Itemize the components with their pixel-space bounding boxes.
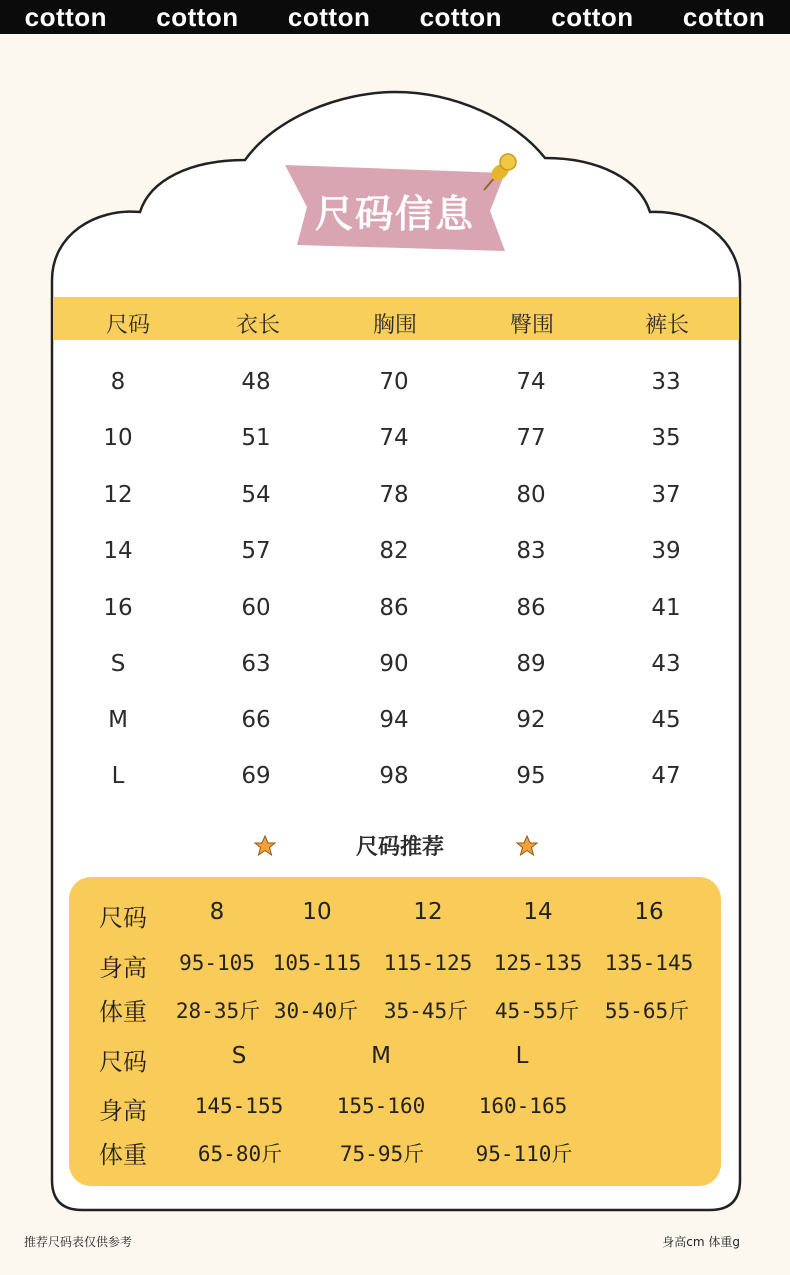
cell-pants-length: 47 [651, 763, 681, 789]
cell-hip: 86 [516, 595, 546, 621]
cell-length: 54 [241, 482, 271, 508]
cell-size: 10 [103, 425, 133, 451]
rec-size: S [231, 1043, 247, 1069]
cell-size: 8 [110, 369, 126, 395]
cell-pants-length: 39 [651, 538, 681, 564]
rec-size: M [371, 1043, 391, 1069]
cell-hip: 77 [516, 425, 546, 451]
cell-pants-length: 41 [651, 595, 681, 621]
cell-hip: 83 [516, 538, 546, 564]
cell-pants-length: 33 [651, 369, 681, 395]
recommendation-title: 尺码推荐 [355, 835, 444, 860]
cell-chest: 78 [379, 482, 409, 508]
cell-size: 16 [103, 595, 133, 621]
cell-pants-length: 37 [651, 482, 681, 508]
cell-size: 12 [103, 482, 133, 508]
rec-height-label: 身高 [99, 954, 147, 982]
rec-weight: 45-55斤 [494, 999, 580, 1023]
cell-pants-length: 45 [651, 707, 681, 733]
cell-length: 60 [241, 595, 271, 621]
star-icon [254, 835, 276, 857]
cell-hip: 92 [516, 707, 546, 733]
rec-size: 14 [523, 899, 553, 925]
rec-height-label: 身高 [99, 1097, 147, 1125]
cell-chest: 86 [379, 595, 409, 621]
cell-length: 69 [241, 763, 271, 789]
header-hip: 臀围 [509, 313, 554, 338]
cell-hip: 74 [516, 369, 546, 395]
cell-size: L [111, 763, 125, 789]
cell-size: 14 [103, 538, 133, 564]
rec-height: 95-105 [179, 951, 255, 975]
pushpin-icon [476, 150, 522, 196]
footnote-units: 身高cm 体重g [662, 1235, 740, 1249]
banner-word: cotton [419, 1, 502, 32]
rec-weight: 75-95斤 [339, 1142, 425, 1166]
rec-size: 12 [413, 899, 443, 925]
cell-length: 66 [241, 707, 271, 733]
cell-length: 48 [241, 369, 271, 395]
rec-size: 8 [209, 899, 225, 925]
cell-pants-length: 35 [651, 425, 681, 451]
header-chest: 胸围 [372, 313, 417, 338]
cell-length: 51 [241, 425, 271, 451]
cell-chest: 98 [379, 763, 409, 789]
rec-weight: 95-110斤 [475, 1142, 573, 1166]
cell-size: S [110, 651, 126, 677]
header-pants-length: 裤长 [644, 313, 689, 338]
rec-height: 125-135 [493, 951, 583, 975]
rec-height: 155-160 [336, 1094, 426, 1118]
cell-pants-length: 43 [651, 651, 681, 677]
footnote-disclaimer: 推荐尺码表仅供参考 [24, 1235, 133, 1249]
rec-height: 145-155 [194, 1094, 284, 1118]
rec-size: 10 [302, 899, 332, 925]
header-length: 衣长 [235, 313, 280, 338]
rec-weight: 28-35斤 [175, 999, 261, 1023]
banner-word: cotton [24, 1, 108, 32]
banner-word: cotton [156, 1, 239, 32]
cell-chest: 94 [379, 707, 409, 733]
cell-length: 63 [241, 651, 271, 677]
banner-word: cotton [682, 1, 766, 32]
rec-height: 160-165 [478, 1094, 568, 1118]
cell-chest: 70 [379, 369, 409, 395]
rec-weight-label: 体重 [99, 998, 147, 1026]
page-title: 尺码信息 [314, 192, 475, 236]
cell-hip: 80 [516, 482, 546, 508]
cell-chest: 90 [379, 651, 409, 677]
rec-size: 16 [634, 899, 664, 925]
rec-size: L [515, 1043, 529, 1069]
rec-size-label: 尺码 [99, 904, 147, 932]
rec-size-label: 尺码 [99, 1048, 147, 1076]
cell-length: 57 [241, 538, 271, 564]
cell-chest: 74 [379, 425, 409, 451]
rec-weight: 35-45斤 [383, 999, 469, 1023]
rec-height: 105-115 [272, 951, 362, 975]
banner-word: cotton [287, 1, 371, 32]
cell-hip: 95 [516, 763, 546, 789]
cell-size: M [108, 707, 128, 733]
rec-height: 115-125 [383, 951, 473, 975]
rec-weight-label: 体重 [99, 1141, 147, 1169]
cell-hip: 89 [516, 651, 546, 677]
rec-weight: 30-40斤 [273, 999, 359, 1023]
header-size: 尺码 [105, 313, 150, 338]
star-icon [516, 835, 538, 857]
rec-weight: 65-80斤 [197, 1142, 283, 1166]
cell-chest: 82 [379, 538, 409, 564]
rec-weight: 55-65斤 [604, 999, 690, 1023]
banner-word: cotton [551, 1, 634, 32]
rec-height: 135-145 [604, 951, 694, 975]
